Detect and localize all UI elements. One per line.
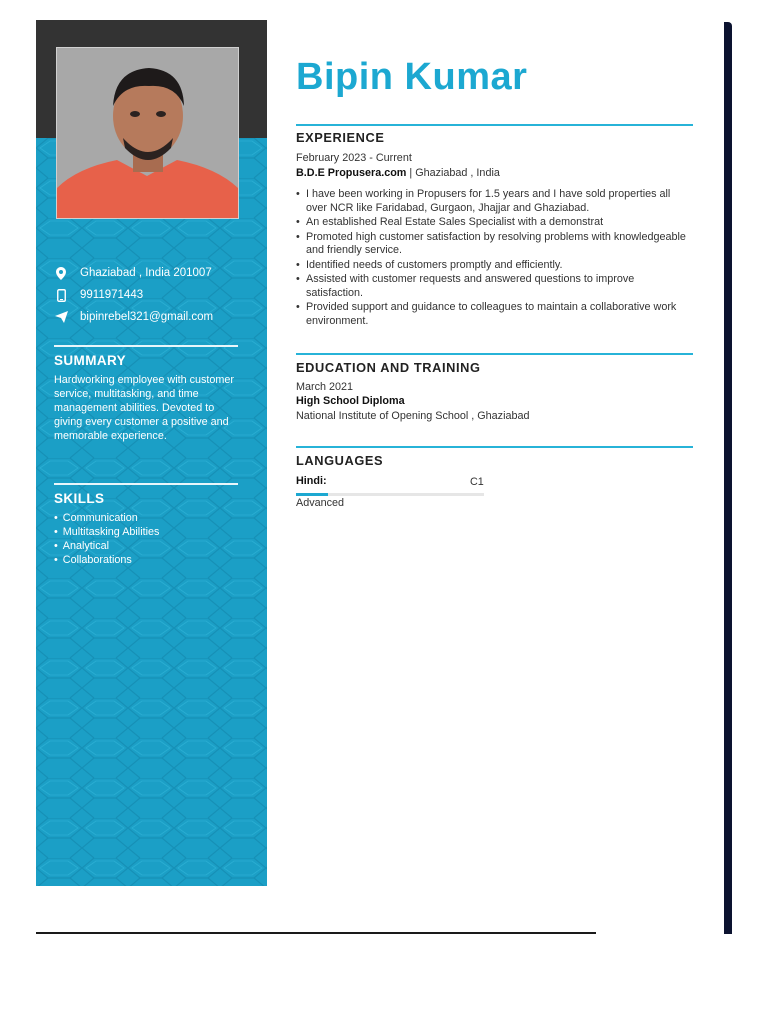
experience-bullet: • I have been working in Propusers for 1.5 years and I have sold properties all over NCR like Faridabad, Gurgaon, Jhajjar and Ghaziabad.	[296, 188, 694, 215]
experience-bullet: • Provided support and guidance to colleagues to maintain a collaborative work environment.	[296, 301, 694, 328]
experience-bullets	[296, 188, 694, 329]
person-name: Bipin Kumar	[296, 56, 528, 98]
education-title: EDUCATION AND TRAINING	[296, 360, 481, 375]
phone-icon	[54, 288, 68, 302]
education-institution: National Institute of Opening School , Ghaziabad	[296, 410, 530, 422]
language-name: Hindi:	[296, 475, 327, 487]
phone-text[interactable]: 9911971443	[80, 289, 144, 301]
location-pin-icon	[54, 266, 68, 280]
summary-section	[54, 345, 238, 443]
skills-list	[54, 511, 238, 567]
summary-title: SUMMARY	[54, 353, 127, 368]
location-text: Ghaziabad , India 201007	[80, 267, 212, 279]
experience-bullet: • Identified needs of customers promptly and efficiently.	[296, 259, 694, 273]
send-icon	[54, 310, 68, 324]
contact-email	[54, 306, 254, 328]
skill-item: • Analytical	[54, 539, 238, 553]
contact-location	[54, 262, 254, 284]
language-level-code: C1	[470, 476, 484, 488]
language-level-text: Advanced	[296, 497, 345, 509]
divider	[54, 345, 238, 347]
page-edge	[724, 22, 732, 934]
summary-text: Hardworking employee with customer service, multitasking, and time management abilities. Devoted to giving every customer a positive and memorable experience.	[54, 374, 235, 442]
experience-position: B.D.E Propusera.com	[296, 167, 407, 179]
experience-title: EXPERIENCE	[296, 130, 385, 145]
divider	[296, 446, 693, 448]
skill-item: • Multitasking Abilities	[54, 525, 238, 539]
experience-bullet: • Promoted high customer satisfaction by resolving problems with knowledgeable and friendly service.	[296, 231, 694, 258]
profile-photo	[56, 47, 239, 219]
divider	[296, 124, 693, 126]
skills-title: SKILLS	[54, 491, 105, 506]
skill-item: • Collaborations	[54, 553, 238, 567]
education-degree: High School Diploma	[296, 395, 405, 407]
experience-bullet: • Assisted with customer requests and answered questions to improve satisfaction.	[296, 273, 694, 300]
languages-title: LANGUAGES	[296, 453, 384, 468]
skill-item: • Communication	[54, 511, 238, 525]
divider	[296, 353, 693, 355]
skills-section	[54, 483, 238, 567]
contact-phone	[54, 284, 254, 306]
experience-location: | Ghaziabad , India	[406, 167, 500, 179]
sidebar	[36, 20, 267, 886]
experience-position-line	[296, 167, 500, 179]
language-bar-fill	[296, 493, 328, 496]
education-date: March 2021	[296, 381, 354, 393]
contact-info	[54, 262, 254, 328]
email-link[interactable]: bipinrebel321@gmail.com	[80, 311, 214, 323]
experience-bullet: • An established Real Estate Sales Specialist with a demonstrat	[296, 216, 694, 230]
experience-dates: February 2023 - Current	[296, 152, 412, 164]
page-bottom-edge	[36, 932, 596, 934]
divider	[54, 483, 238, 485]
